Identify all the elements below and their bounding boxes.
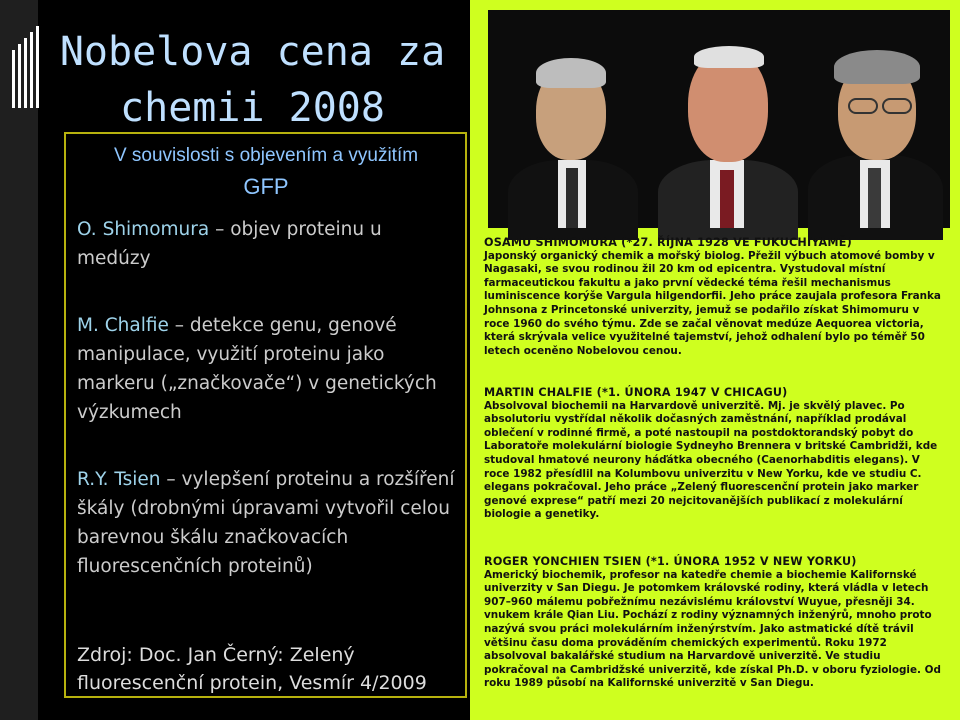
bio-heading: MARTIN CHALFIE (*1. ÚNORA 1947 V CHICAGU): [484, 386, 788, 399]
paragraph-tsien: [77, 465, 462, 581]
bio-heading: OSAMU SHIMOMURA (*27. ŘÍJNA 1928 VE FUKUCHIYAMĚ): [484, 236, 852, 249]
glasses: [882, 98, 912, 114]
subtitle-gfp: GFP: [243, 174, 289, 199]
hair: [834, 50, 920, 84]
paragraph-shimomura: [77, 215, 457, 273]
subtitle-line: V souvislosti s objevením a využitím: [113, 145, 419, 166]
laureate-name: R.Y. Tsien: [77, 469, 161, 490]
left-edge-bar: [0, 0, 38, 720]
paragraph-text: – detekce genu, genové manipulace, využití proteinu jako markeru („značkovače“) v genetických výzkumech: [77, 315, 437, 423]
tie: [720, 170, 734, 228]
laureates-photo: [488, 10, 950, 228]
slide-subtitle: [66, 140, 466, 202]
source-text: Doc. Jan Černý: Zelený fluorescenční protein, Vesmír 4/2009: [77, 644, 427, 694]
bio-chalfie: [484, 386, 946, 522]
bio-text: Absolvoval biochemii na Harvardově univerzitě. Mj. je skvělý plavec. Po absolutoriu vystřídal několik dočasných zaměstnání, například prodával oblečení v rodinné firmě, a poté nastoupil na postdoktorandský pobyt do Laboratoře molekulární biologie Sydneyho Brennera v britské Cambridži, kde studoval hmatové neurony háďátka obecného (Caenorhabditis elegans). V roce 1982 přesídlil na Kolumbovu univerzitu v New Yorku, kde ve studiu C. elegans pokračoval. Jeho práce „Zelený fluorescenční protein jako marker genové exprese“ patří mezi 20 nejcitovanějších publikací z molekulární biologie a genetiky.: [484, 399, 938, 521]
paragraph-chalfie: [77, 311, 462, 427]
source-label: Zdroj:: [77, 644, 133, 666]
paragraph-text: – vylepšení proteinu a rozšíření škály (drobnými úpravami vytvořil celou barevnou škálu značkovacích fluorescenčních proteinů): [77, 469, 455, 577]
paragraph-text: – objev proteinu u medúzy: [77, 219, 382, 269]
bio-text: Americký biochemik, profesor na katedře chemie a biochemie Kalifornské univerzity v San Diegu. Je potomkem královské rodiny, která vládla v letech 907–960 málemu pobřežnímu nezávislému království Wuyue, přesněji 34. vnukem krále Qian Liu. Pochází z rodiny významných inženýrů, mnoho proto nazývá svou práci molekulárním inženýrstvím. Jako astmatické dítě trávil většinu času doma prováděním chemických experimentů. Roku 1972 absolvoval bakalářské studium na Harvardově univerzitě. Ve studiu pokračoval na Cambridžské univerzitě, kde získal Ph.D. v oboru fyziologie. Od roku 1989 působí na Kalifornské univerzitě v San Diegu.: [484, 568, 941, 690]
laureate-name: O. Shimomura: [77, 219, 210, 240]
bio-shimomura: [484, 236, 946, 358]
laureate-name: M. Chalfie: [77, 315, 169, 336]
magazine-page-image: [470, 0, 960, 720]
bio-text: Japonský organický chemik a mořský biolog. Přežil výbuch atomové bomby v Nagasaki, se svou rodinou žil 20 km od epicentra. Vystudoval místní farmaceutickou fakultu a jako první vědecké téma řešil mechanismus luminiscence korýše Vargula hilgendorfii. Jeho práce zaujala profesora Franka Johnsona z Princetonské univerzity, jemuž se podařilo získat Shimomuru v roce 1960 do svého týmu. Zde se začal věnovat medúze Aequorea victoria, která skrývala velice využitelné tajemství, jehož odhalení bylo po téměř 50 letech oceněno Nobelovou cenou.: [484, 249, 941, 357]
bio-heading: ROGER YONCHIEN TSIEN (*1. ÚNORA 1952 V NEW YORKU): [484, 555, 857, 568]
hair: [536, 58, 606, 88]
source-citation: [77, 641, 462, 697]
slide-title: Nobelova cena za chemii 2008: [59, 29, 446, 131]
bio-tsien: [484, 555, 946, 691]
decorative-stripes-icon: [10, 10, 42, 120]
tie: [868, 168, 881, 228]
hair: [694, 46, 764, 68]
tie: [566, 168, 578, 228]
glasses: [848, 98, 878, 114]
